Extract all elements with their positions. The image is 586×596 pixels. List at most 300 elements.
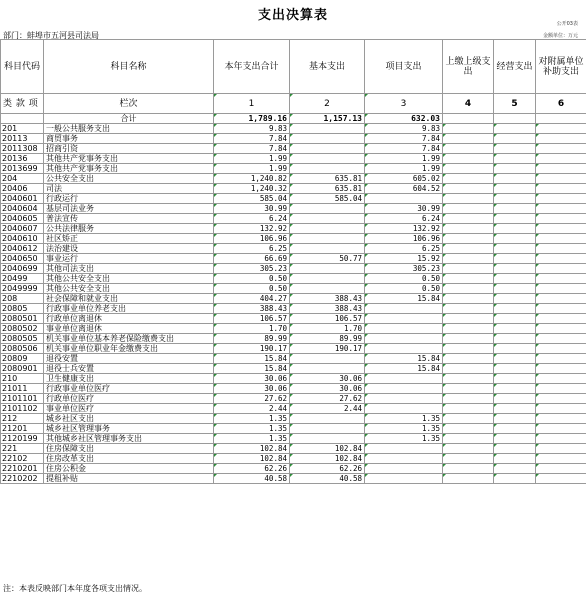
row-project: [365, 444, 443, 454]
row-name: 卫生健康支出: [44, 374, 214, 384]
row-project: [365, 194, 443, 204]
row-upper: [443, 234, 494, 244]
table-row: [1, 394, 586, 404]
total-upper: [443, 114, 494, 124]
row-total: 132.92: [214, 224, 290, 234]
row-project: 106.96: [365, 234, 443, 244]
header-basic: 基本支出: [290, 40, 365, 94]
row-name: 其他共产党事务支出: [44, 164, 214, 174]
row-code: 2013699: [1, 164, 44, 174]
table-row: [1, 164, 586, 174]
row-subsidy: [536, 174, 586, 184]
row-code: 22102: [1, 454, 44, 464]
table-row: [1, 204, 586, 214]
row-subsidy: [536, 474, 586, 484]
report-title: 支出决算表: [257, 8, 328, 23]
row-project: [365, 344, 443, 354]
row-subsidy: [536, 294, 586, 304]
row-business: [494, 354, 536, 364]
row-project: 15.84: [365, 294, 443, 304]
row-code: 2040601: [1, 194, 44, 204]
row-basic: [290, 434, 365, 444]
row-name: 司法: [44, 184, 214, 194]
row-name: 其他城乡社区管理事务支出: [44, 434, 214, 444]
row-total: 190.17: [214, 344, 290, 354]
row-upper: [443, 244, 494, 254]
row-subsidy: [536, 324, 586, 334]
row-name: 住房公积金: [44, 464, 214, 474]
row-business: [494, 464, 536, 474]
row-code: 2080502: [1, 324, 44, 334]
unit-label: 金额单位：万元: [542, 33, 578, 39]
row-subsidy: [536, 454, 586, 464]
row-code: 208: [1, 294, 44, 304]
row-business: [494, 194, 536, 204]
row-project: [365, 394, 443, 404]
row-code: 20805: [1, 304, 44, 314]
row-name: 行政单位离退休: [44, 314, 214, 324]
row-business: [494, 154, 536, 164]
row-subsidy: [536, 144, 586, 154]
row-business: [494, 454, 536, 464]
lei-label: 类: [3, 98, 13, 109]
row-code: 21201: [1, 424, 44, 434]
row-basic: [290, 424, 365, 434]
row-project: 132.92: [365, 224, 443, 234]
row-project: 30.99: [365, 204, 443, 214]
col-index-6: 6: [536, 94, 586, 114]
table-row: [1, 284, 586, 294]
row-project: [365, 324, 443, 334]
row-name: 行政单位医疗: [44, 394, 214, 404]
row-total: 388.43: [214, 304, 290, 314]
col-index-2: 2: [290, 94, 365, 114]
row-name: 一般公共服务支出: [44, 124, 214, 134]
form-number: 公开03表: [556, 21, 578, 27]
row-business: [494, 474, 536, 484]
row-upper: [443, 314, 494, 324]
row-code: 2120199: [1, 434, 44, 444]
table-row: [1, 184, 586, 194]
row-basic: 27.62: [290, 394, 365, 404]
row-total: 6.24: [214, 214, 290, 224]
table-row: [1, 304, 586, 314]
row-basic: [290, 204, 365, 214]
row-subsidy: [536, 314, 586, 324]
row-code: 2040604: [1, 204, 44, 214]
row-subsidy: [536, 164, 586, 174]
expenditure-table: [0, 39, 586, 484]
table-row: [1, 404, 586, 414]
row-code: 20113: [1, 134, 44, 144]
row-subsidy: [536, 254, 586, 264]
row-basic: 30.06: [290, 384, 365, 394]
row-business: [494, 254, 536, 264]
row-name: 普法宣传: [44, 214, 214, 224]
row-total: 7.84: [214, 134, 290, 144]
row-upper: [443, 124, 494, 134]
row-total: 1.35: [214, 434, 290, 444]
row-subsidy: [536, 184, 586, 194]
row-basic: 190.17: [290, 344, 365, 354]
row-project: 0.50: [365, 284, 443, 294]
row-project: 604.52: [365, 184, 443, 194]
row-subsidy: [536, 264, 586, 274]
row-code: 210: [1, 374, 44, 384]
row-name: 行政事业单位医疗: [44, 384, 214, 394]
row-upper: [443, 474, 494, 484]
row-code: 2040605: [1, 214, 44, 224]
col-index-5: 5: [494, 94, 536, 114]
row-total: 89.99: [214, 334, 290, 344]
header-business: 经营支出: [494, 40, 536, 94]
row-subsidy: [536, 124, 586, 134]
row-total: 66.69: [214, 254, 290, 264]
row-upper: [443, 294, 494, 304]
row-project: [365, 314, 443, 324]
row-name: 行政事业单位养老支出: [44, 304, 214, 314]
table-row: [1, 234, 586, 244]
row-name: 法治建设: [44, 244, 214, 254]
row-business: [494, 234, 536, 244]
row-business: [494, 214, 536, 224]
header-name: 科目名称: [44, 40, 214, 94]
row-business: [494, 304, 536, 314]
row-total: 6.25: [214, 244, 290, 254]
row-name: 机关事业单位职业年金缴费支出: [44, 344, 214, 354]
table-row: [1, 364, 586, 374]
row-upper: [443, 424, 494, 434]
row-total: 30.99: [214, 204, 290, 214]
row-business: [494, 364, 536, 374]
row-business: [494, 424, 536, 434]
row-code: 20136: [1, 154, 44, 164]
row-upper: [443, 144, 494, 154]
row-subsidy: [536, 464, 586, 474]
row-business: [494, 324, 536, 334]
row-total: 30.06: [214, 384, 290, 394]
row-upper: [443, 444, 494, 454]
row-code: 204: [1, 174, 44, 184]
row-total: 62.26: [214, 464, 290, 474]
row-total: 1.99: [214, 164, 290, 174]
row-basic: [290, 154, 365, 164]
row-code: 20499: [1, 274, 44, 284]
row-business: [494, 124, 536, 134]
row-project: 0.50: [365, 274, 443, 284]
row-code: 21011: [1, 384, 44, 394]
row-code: 2101102: [1, 404, 44, 414]
row-subsidy: [536, 204, 586, 214]
row-code: 2210201: [1, 464, 44, 474]
row-upper: [443, 414, 494, 424]
row-subsidy: [536, 394, 586, 404]
row-upper: [443, 454, 494, 464]
row-business: [494, 244, 536, 254]
table-row: [1, 144, 586, 154]
row-code: 2080901: [1, 364, 44, 374]
header-total: 本年支出合计: [214, 40, 290, 94]
row-name: 城乡社区管理事务: [44, 424, 214, 434]
table-row: [1, 224, 586, 234]
row-business: [494, 184, 536, 194]
row-subsidy: [536, 154, 586, 164]
row-upper: [443, 254, 494, 264]
table-row: [1, 254, 586, 264]
row-name: 事业单位离退休: [44, 324, 214, 334]
row-subsidy: [536, 334, 586, 344]
row-project: 1.99: [365, 154, 443, 164]
row-upper: [443, 174, 494, 184]
row-code: 2040650: [1, 254, 44, 264]
row-subsidy: [536, 424, 586, 434]
row-project: [365, 384, 443, 394]
row-business: [494, 294, 536, 304]
row-upper: [443, 394, 494, 404]
col-index-4: 4: [443, 94, 494, 114]
row-subsidy: [536, 274, 586, 284]
row-upper: [443, 384, 494, 394]
header-subsidy: 对附属单位补助支出: [536, 40, 586, 94]
row-upper: [443, 344, 494, 354]
row-upper: [443, 154, 494, 164]
row-subsidy: [536, 214, 586, 224]
row-basic: [290, 124, 365, 134]
row-basic: [290, 414, 365, 424]
header-upper: 上缴上级支出: [443, 40, 494, 94]
row-subsidy: [536, 434, 586, 444]
row-project: 15.84: [365, 364, 443, 374]
row-upper: [443, 204, 494, 214]
row-total: 15.84: [214, 364, 290, 374]
row-total: 305.23: [214, 264, 290, 274]
row-total: 2.44: [214, 404, 290, 414]
row-basic: 30.06: [290, 374, 365, 384]
row-basic: [290, 354, 365, 364]
row-total: 1.35: [214, 414, 290, 424]
row-code: 2040610: [1, 234, 44, 244]
row-code: 2080501: [1, 314, 44, 324]
row-total: 27.62: [214, 394, 290, 404]
row-basic: [290, 134, 365, 144]
row-project: 305.23: [365, 264, 443, 274]
row-total: 0.50: [214, 284, 290, 294]
row-upper: [443, 164, 494, 174]
row-basic: 102.84: [290, 454, 365, 464]
row-upper: [443, 364, 494, 374]
row-subsidy: [536, 134, 586, 144]
row-basic: 585.04: [290, 194, 365, 204]
row-subsidy: [536, 374, 586, 384]
row-upper: [443, 134, 494, 144]
total-project: 632.03: [365, 114, 443, 124]
row-code: 201: [1, 124, 44, 134]
row-business: [494, 434, 536, 444]
table-row: [1, 434, 586, 444]
row-subsidy: [536, 344, 586, 354]
lei-kuan-xiang: [1, 94, 44, 114]
row-subsidy: [536, 224, 586, 234]
row-total: 0.50: [214, 274, 290, 284]
row-name: 基层司法业务: [44, 204, 214, 214]
row-basic: [290, 274, 365, 284]
row-subsidy: [536, 444, 586, 454]
row-business: [494, 374, 536, 384]
row-subsidy: [536, 194, 586, 204]
row-basic: 102.84: [290, 444, 365, 454]
row-code: 2210202: [1, 474, 44, 484]
table-row: [1, 464, 586, 474]
row-total: 9.83: [214, 124, 290, 134]
row-business: [494, 314, 536, 324]
row-upper: [443, 434, 494, 444]
table-row: [1, 244, 586, 254]
row-business: [494, 174, 536, 184]
table-row: [1, 354, 586, 364]
row-name: 提租补贴: [44, 474, 214, 484]
row-name: 其他司法支出: [44, 264, 214, 274]
total-basic: 1,157.13: [290, 114, 365, 124]
row-name: 城乡社区支出: [44, 414, 214, 424]
row-basic: [290, 234, 365, 244]
row-total: 106.57: [214, 314, 290, 324]
row-business: [494, 394, 536, 404]
table-row: [1, 474, 586, 484]
row-project: [365, 454, 443, 464]
row-upper: [443, 184, 494, 194]
table-row: [1, 454, 586, 464]
row-upper: [443, 334, 494, 344]
row-subsidy: [536, 384, 586, 394]
table-row: [1, 334, 586, 344]
total-amount: 1,789.16: [214, 114, 290, 124]
total-subsidy: [536, 114, 586, 124]
row-business: [494, 204, 536, 214]
row-upper: [443, 264, 494, 274]
row-project: [365, 304, 443, 314]
row-project: 15.92: [365, 254, 443, 264]
row-project: 605.02: [365, 174, 443, 184]
row-basic: 388.43: [290, 294, 365, 304]
row-project: [365, 474, 443, 484]
row-business: [494, 414, 536, 424]
table-row: [1, 264, 586, 274]
row-basic: [290, 364, 365, 374]
row-upper: [443, 324, 494, 334]
row-business: [494, 164, 536, 174]
total-row: [1, 114, 586, 124]
row-basic: [290, 224, 365, 234]
row-code: 2101101: [1, 394, 44, 404]
row-total: 1,240.32: [214, 184, 290, 194]
row-upper: [443, 224, 494, 234]
row-upper: [443, 374, 494, 384]
footnote: 注：本表反映部门本年度各项支出情况。: [3, 584, 147, 593]
total-code: [1, 114, 44, 124]
row-project: 1.35: [365, 434, 443, 444]
kuan-label: 款: [15, 98, 25, 109]
row-subsidy: [536, 244, 586, 254]
row-code: 2040607: [1, 224, 44, 234]
table-row: [1, 314, 586, 324]
row-total: 30.06: [214, 374, 290, 384]
row-name: 商贸事务: [44, 134, 214, 144]
row-project: 9.83: [365, 124, 443, 134]
column-index-row: [1, 94, 586, 114]
table-row: [1, 154, 586, 164]
row-business: [494, 404, 536, 414]
row-business: [494, 384, 536, 394]
row-upper: [443, 274, 494, 284]
row-subsidy: [536, 304, 586, 314]
row-basic: [290, 264, 365, 274]
row-basic: 388.43: [290, 304, 365, 314]
row-upper: [443, 464, 494, 474]
row-name: 其他公共安全支出: [44, 274, 214, 284]
row-project: 7.84: [365, 144, 443, 154]
table-row: [1, 174, 586, 184]
row-code: 2080505: [1, 334, 44, 344]
row-subsidy: [536, 234, 586, 244]
row-project: 6.25: [365, 244, 443, 254]
row-total: 106.96: [214, 234, 290, 244]
row-total: 7.84: [214, 144, 290, 154]
row-business: [494, 224, 536, 234]
total-business: [494, 114, 536, 124]
row-code: 221: [1, 444, 44, 454]
row-basic: [290, 214, 365, 224]
row-project: [365, 464, 443, 474]
row-basic: [290, 164, 365, 174]
table-row: [1, 274, 586, 284]
table-row: [1, 444, 586, 454]
row-upper: [443, 284, 494, 294]
row-code: 2049999: [1, 284, 44, 294]
row-name: 事业运行: [44, 254, 214, 264]
row-business: [494, 274, 536, 284]
row-code: 2080506: [1, 344, 44, 354]
row-total: 1,240.82: [214, 174, 290, 184]
row-total: 15.84: [214, 354, 290, 364]
row-name: 退役士兵安置: [44, 364, 214, 374]
table-row: [1, 214, 586, 224]
row-project: 1.35: [365, 414, 443, 424]
row-name: 社会保障和就业支出: [44, 294, 214, 304]
row-code: 20809: [1, 354, 44, 364]
row-name: 招商引资: [44, 144, 214, 154]
row-total: 102.84: [214, 444, 290, 454]
row-project: 1.35: [365, 424, 443, 434]
row-total: 585.04: [214, 194, 290, 204]
row-business: [494, 344, 536, 354]
row-basic: [290, 284, 365, 294]
lanci-label: 栏次: [44, 94, 214, 114]
row-code: 20406: [1, 184, 44, 194]
row-basic: 2.44: [290, 404, 365, 414]
header-code: 科目代码: [1, 40, 44, 94]
row-basic: 635.81: [290, 184, 365, 194]
row-project: [365, 374, 443, 384]
col-index-1: 1: [214, 94, 290, 114]
row-total: 1.99: [214, 154, 290, 164]
table-row: [1, 324, 586, 334]
row-name: 事业单位医疗: [44, 404, 214, 414]
row-basic: 40.58: [290, 474, 365, 484]
xiang-label: 项: [28, 98, 38, 109]
table-row: [1, 414, 586, 424]
row-code: 212: [1, 414, 44, 424]
row-name: 机关事业单位基本养老保险缴费支出: [44, 334, 214, 344]
